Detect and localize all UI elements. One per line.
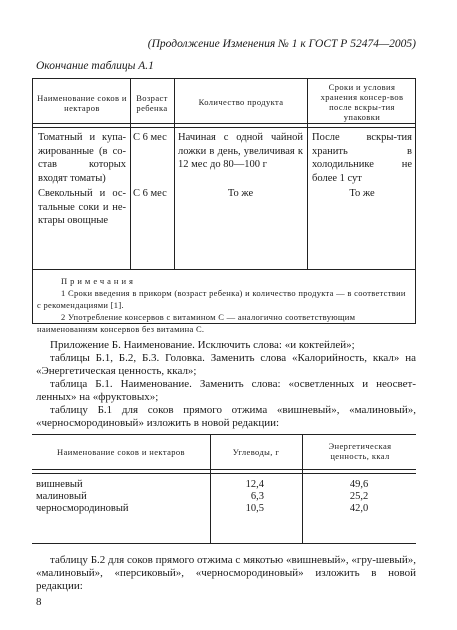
table-b1-header-energy: Энергетическая ценность, ккал (328, 441, 392, 461)
paragraph-table-b1-intro: таблицу Б.1 для соков прямого отжима «вишневый», «малиновый», «черносмородиновый» изложить в новой редакции: (36, 404, 416, 429)
table-a1-row1-age: С 6 мес (133, 132, 167, 143)
table-a1-row2-name: Свекольный и ос-тальные соки и не-ктары овощные (38, 188, 126, 226)
table-b1-row3-name: черносмородиновый (36, 503, 129, 514)
table-b1-row3-energy: 42,0 (349, 503, 369, 514)
table-a1-header-age: Возраст ребенка (136, 93, 168, 113)
table-a1-row2-age: С 6 мес (133, 188, 167, 199)
table-b1-row1-name: вишневый (36, 479, 83, 490)
table-a1-notes-title: Примечания (61, 276, 136, 286)
table-a1-caption: Окончание таблицы А.1 (36, 60, 154, 72)
table-a1-note-1: 1 Сроки введения в прикорм (возраст ребенка) и количество продукта — в соответствии с рекомендациями [1]. (37, 288, 406, 310)
table-a1 (32, 78, 416, 334)
table-b1-header-name: Наименование соков и нектаров (57, 447, 185, 457)
table-b1-row3-carbs: 10,5 (245, 503, 264, 514)
table-b1-row1-carbs: 12,4 (245, 479, 264, 490)
table-a1-row2-storage: То же (349, 188, 375, 199)
table-a1-header-storage: Сроки и условия хранения консер-вов после вскры-тия упаковки (320, 82, 404, 122)
table-a1-row1-name: Томатный и купа-жированные (в со-став которых входят томаты) (38, 132, 126, 184)
table-a1-row2-quantity: То же (227, 188, 254, 199)
paragraph-annex-b: Приложение Б. Наименование. Исключить слова: «и коктейлей»; (50, 339, 355, 351)
page-number: 8 (36, 596, 42, 608)
table-b1-header-carbs: Углеводы, г (232, 447, 280, 457)
table-a1-row1-storage: После вскры-тия хранить в холодильнике не более 1 сут (312, 132, 412, 184)
table-b1 (32, 434, 416, 544)
table-a1-note-2: 2 Употребление консервов с витамином С — аналогично соответствующим наименованиям консервов без витамина С. (37, 312, 356, 334)
paragraph-tables-heading: таблицы Б.1, Б.2, Б.3. Головка. Заменить слова «Калорийность, ккал» на «Энергетическая ценность, ккал»; (36, 352, 416, 377)
table-a1-header-quantity: Количество продукта (198, 97, 284, 107)
table-b1-row2-carbs: 6,3 (250, 491, 264, 502)
table-b1-row2-name: малиновый (36, 491, 87, 502)
table-a1-header-name: Наименование соков и нектаров (37, 93, 127, 113)
running-header: (Продолжение Изменения № 1 к ГОСТ Р 52474—2005) (147, 38, 416, 50)
paragraph-table-b2-intro: таблицу Б.2 для соков прямого отжима с мякотью «вишневый», «гру-шевый», «малиновый», «персиковый», «черносмородиновый» изложить в новой редакции: (36, 554, 416, 592)
table-b1-row1-energy: 49,6 (349, 479, 369, 490)
paragraph-table-b1-name: таблица Б.1. Наименование. Заменить слова: «осветленных и неосвет-ленных» на «фруктовых»; (36, 378, 416, 403)
table-a1-row1-quantity: Начиная с одной чайной ложки в день, увеличивая к 12 мес до 80—100 г (178, 132, 303, 170)
table-b1-row2-energy: 25,2 (349, 491, 369, 502)
